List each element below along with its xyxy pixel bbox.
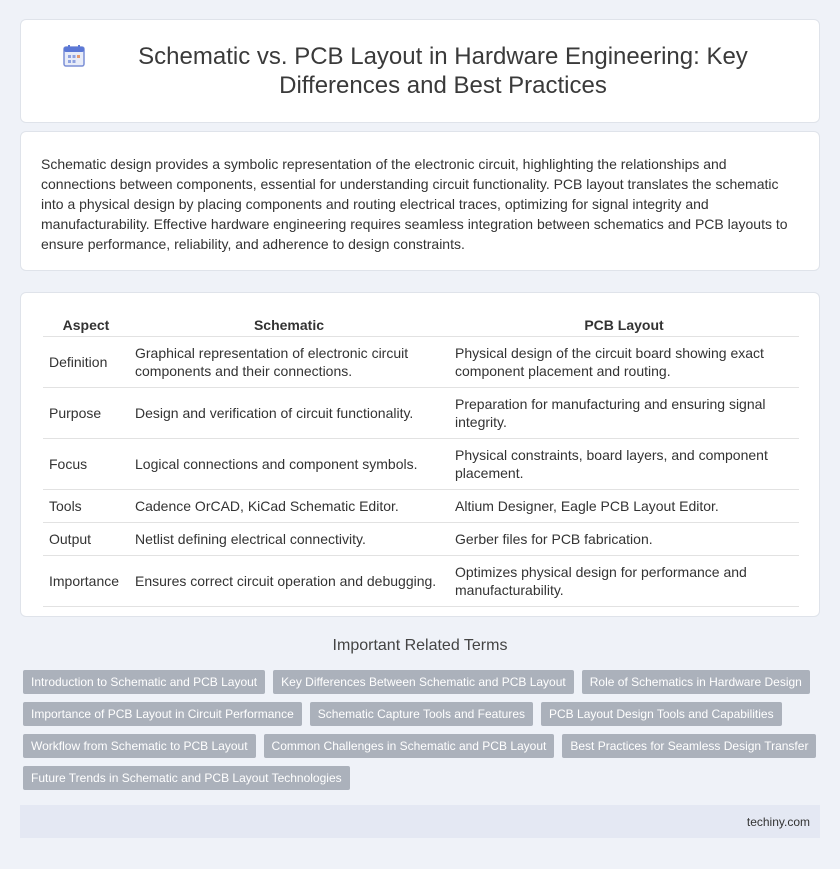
table-row xyxy=(43,523,799,556)
cell-schematic: Netlist defining electrical connectivity. xyxy=(129,523,449,556)
related-term-tag[interactable]: Common Challenges in Schematic and PCB Layout xyxy=(264,734,555,758)
cell-aspect: Focus xyxy=(43,439,129,490)
cell-pcb: Preparation for manufacturing and ensuring signal integrity. xyxy=(449,388,799,439)
related-term-tag[interactable]: Best Practices for Seamless Design Transfer xyxy=(562,734,816,758)
cell-aspect: Output xyxy=(43,523,129,556)
footer-site-link[interactable]: techiny.com xyxy=(746,814,810,829)
cell-pcb: Physical constraints, board layers, and component placement. xyxy=(449,439,799,490)
table-row xyxy=(43,490,799,523)
cell-schematic: Design and verification of circuit functionality. xyxy=(129,388,449,439)
related-terms-list xyxy=(23,670,823,798)
cell-pcb: Physical design of the circuit board showing exact component placement and routing. xyxy=(449,337,799,388)
related-term-tag[interactable]: Key Differences Between Schematic and PCB Layout xyxy=(273,670,574,694)
footer xyxy=(20,805,820,838)
header-schematic: Schematic xyxy=(129,313,449,337)
cell-aspect: Definition xyxy=(43,337,129,388)
related-term-tag[interactable]: Workflow from Schematic to PCB Layout xyxy=(23,734,256,758)
table-row xyxy=(43,556,799,607)
related-term-tag[interactable]: Future Trends in Schematic and PCB Layout Technologies xyxy=(23,766,350,790)
cell-schematic: Graphical representation of electronic circuit components and their connections. xyxy=(129,337,449,388)
comparison-card xyxy=(20,292,820,617)
cell-pcb: Gerber files for PCB fabrication. xyxy=(449,523,799,556)
related-term-tag[interactable]: Importance of PCB Layout in Circuit Performance xyxy=(23,702,302,726)
calendar-icon xyxy=(61,43,87,69)
table-row xyxy=(43,439,799,490)
related-term-tag[interactable]: PCB Layout Design Tools and Capabilities xyxy=(541,702,782,726)
cell-pcb: Altium Designer, Eagle PCB Layout Editor. xyxy=(449,490,799,523)
related-term-tag[interactable]: Schematic Capture Tools and Features xyxy=(310,702,533,726)
cell-aspect: Importance xyxy=(43,556,129,607)
related-term-tag[interactable]: Role of Schematics in Hardware Design xyxy=(582,670,810,694)
header-aspect: Aspect xyxy=(43,313,129,337)
cell-schematic: Logical connections and component symbols. xyxy=(129,439,449,490)
related-term-tag[interactable]: Introduction to Schematic and PCB Layout xyxy=(23,670,265,694)
intro-paragraph: Schematic design provides a symbolic representation of the electronic circuit, highlighting the relationships and connections between components, essential for understanding circuit functionality. PCB layout translates the schematic into a physical design by placing components and routing electrical traces, optimizing for signal integrity and manufacturability. Effective hardware engineering requires seamless integration between schematics and PCB layouts to ensure performance, reliability, and adherence to design constraints. xyxy=(41,156,788,252)
table-row xyxy=(43,337,799,388)
cell-aspect: Purpose xyxy=(43,388,129,439)
comparison-table xyxy=(43,313,799,607)
table-row xyxy=(43,388,799,439)
cell-pcb: Optimizes physical design for performance and manufacturability. xyxy=(449,556,799,607)
cell-schematic: Cadence OrCAD, KiCad Schematic Editor. xyxy=(129,490,449,523)
table-header-row xyxy=(43,313,799,337)
intro-card xyxy=(20,131,820,271)
header-pcb-layout: PCB Layout xyxy=(449,313,799,337)
cell-aspect: Tools xyxy=(43,490,129,523)
cell-schematic: Ensures correct circuit operation and debugging. xyxy=(129,556,449,607)
page-title: Schematic vs. PCB Layout in Hardware Engineering: Key Differences and Best Practices xyxy=(138,43,748,99)
title-card xyxy=(20,19,820,123)
related-terms-heading: Important Related Terms xyxy=(332,637,508,654)
